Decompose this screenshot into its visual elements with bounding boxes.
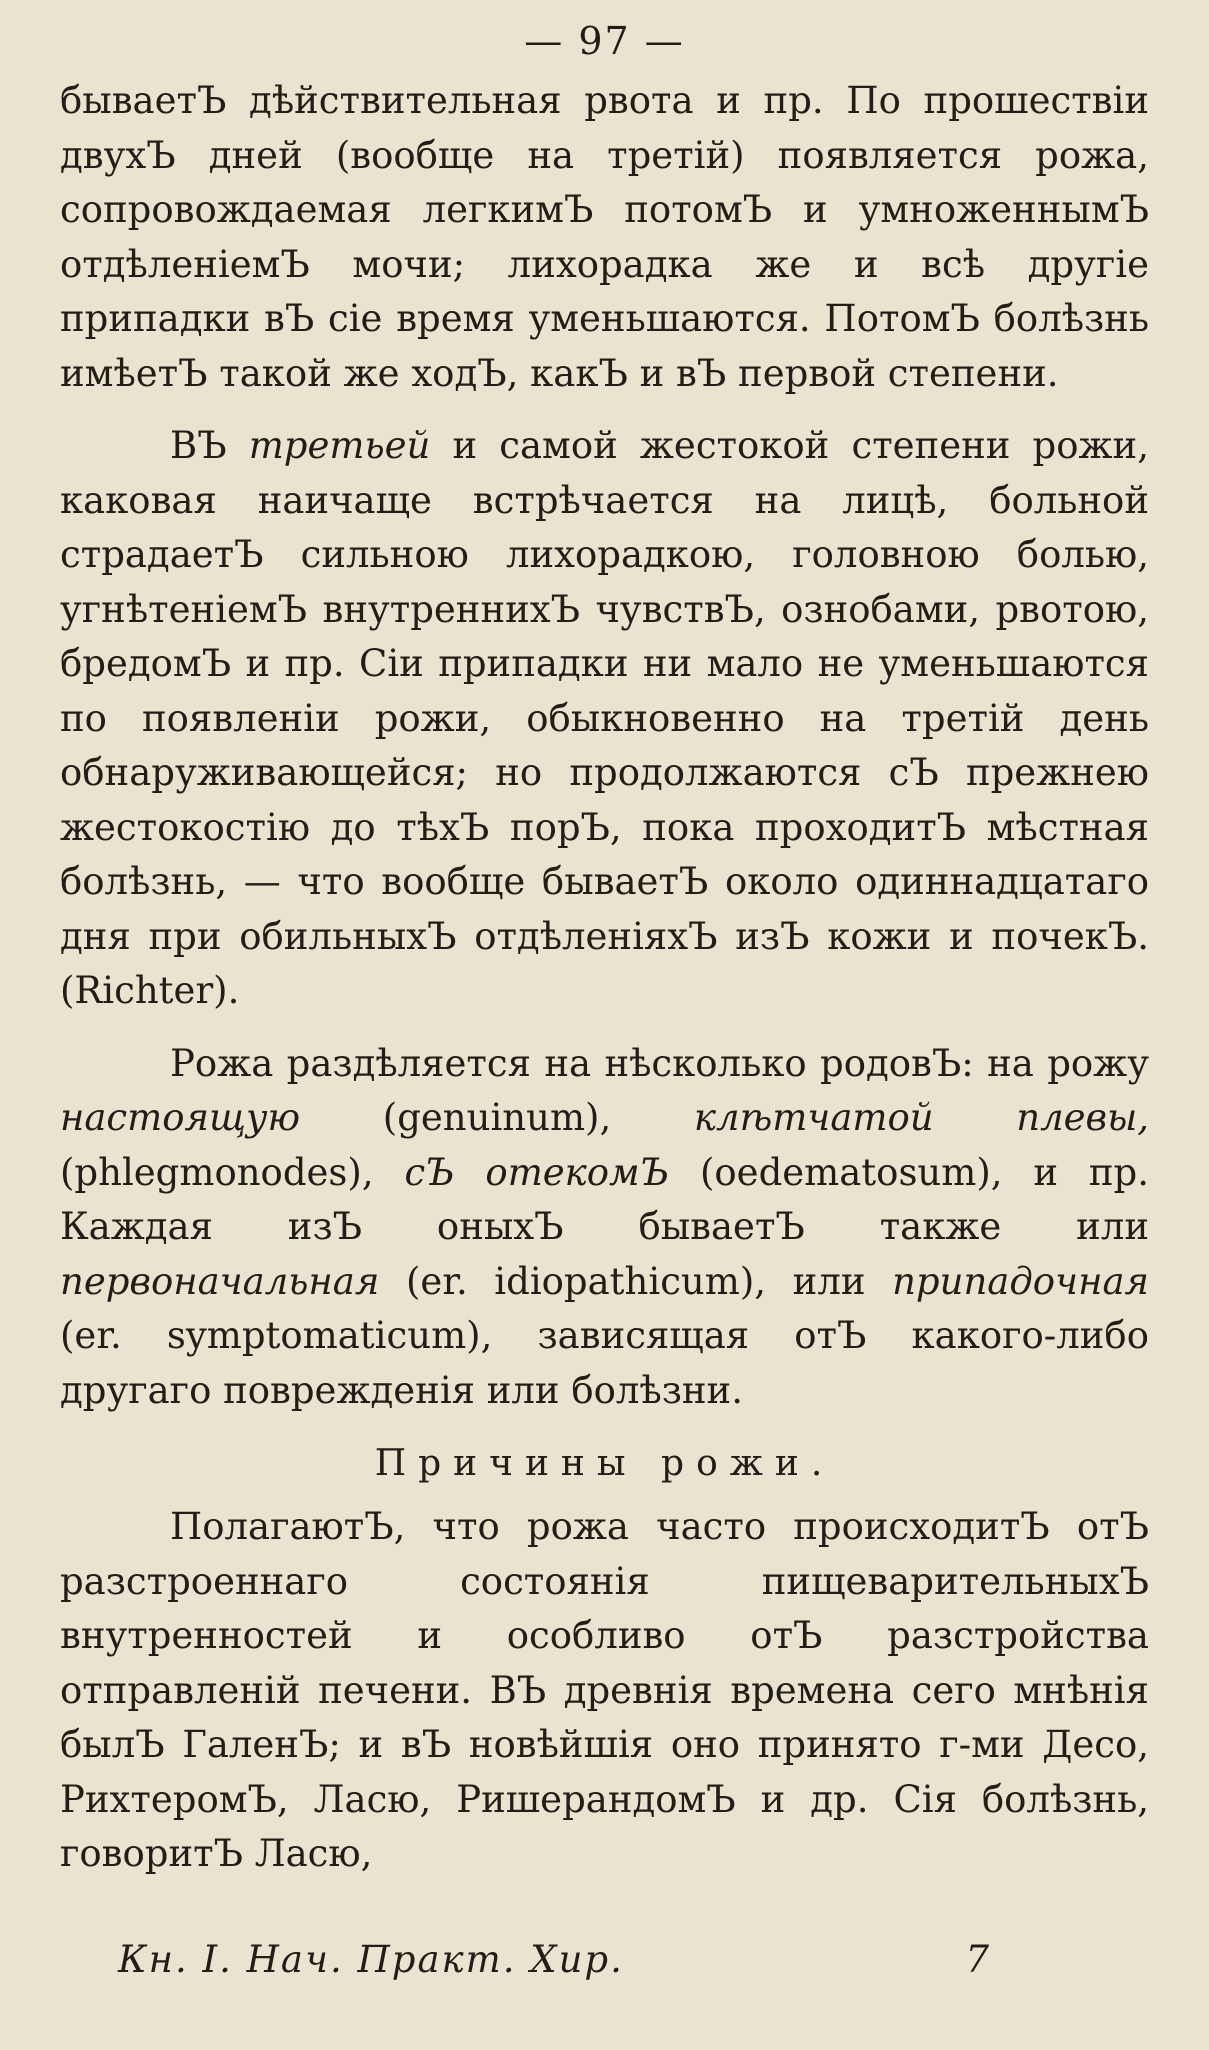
italic-term: настоящую (60, 1096, 301, 1139)
text-run: (oedematosum), и пр. Каждая изЪ оныхЪ бываетЪ также или (60, 1150, 1150, 1248)
page-number: — 97 — (524, 19, 685, 63)
section-heading: Причины рожи. (374, 1443, 835, 1484)
paragraph-p3 (60, 1037, 1149, 1419)
paragraph-p2 (60, 419, 1149, 1019)
italic-term: третьей (248, 424, 431, 467)
body-text (60, 74, 1149, 1882)
text-run: (genuinum), (300, 1096, 694, 1139)
italic-term: первоначальная (60, 1259, 380, 1303)
italic-term: сЪ отекомЪ (404, 1150, 670, 1194)
text-run: бываетЪ дѣйствительная рвота и пр. По прошествіи двухЪ дней (вообще на третій) появляется рожа, сопровождаемая легкимЪ потомЪ и умноженнымЪ отдѣленіемЪ мочи; лихорадка же и всѣ другіе припадки вЪ сіе время уменьшаются. ПотомЪ болѣзнь имѣетЪ такой же ходЪ, какЪ и вЪ первой степени. (60, 79, 1149, 395)
paragraph-p1 (60, 74, 1149, 401)
printer-signature: Кн. I. Нач. Практ. Хир. (118, 1938, 624, 1981)
paragraph-p4 (60, 1500, 1149, 1882)
italic-term: клѣтчатой плевы, (693, 1096, 1149, 1139)
signature-number: 7 (965, 1938, 989, 1981)
text-run: (er. symptomaticum), зависящая отЪ какого-либо другаго поврежденія или болѣзни. (60, 1314, 1149, 1412)
text-run: ПолагаютЪ, что рожа часто происходитЪ отЪ разстроеннаго состоянія пищеварительныхЪ внутренностей и особливо отЪ разстройства отправленій печени. ВЪ древнія времена сего мнѣнія былЪ ГаленЪ; и вЪ новѣйшія оно принято г-ми Десо, РихтеромЪ, Ласю, РишерандомЪ и др. Сія болѣзнь, говоритЪ Ласю, (60, 1505, 1149, 1875)
text-run: ВЪ (170, 424, 249, 467)
page-footer (60, 1930, 1149, 1990)
text-run: и самой жестокой степени рожи, каковая наичаще встрѣчается на лицѣ, больной страдаетЪ сильною лихорадкою, головною болью, угнѣтеніемЪ внутреннихЪ чувствЪ, ознобами, рвотою, бредомЪ и пр. Сіи припадки ни мало не уменьшаются по появленіи рожи, обыкновенно на третій день обнаруживающейся; но продолжаются сЪ прежнею жестокостію до тѣхЪ порЪ, пока проходитЪ мѣстная болѣзнь, — что вообще бываетЪ около одиннадцатаго дня при обильныхЪ отдѣленіяхЪ изЪ кожи и почекЪ. (Richter). (60, 424, 1149, 1012)
text-run: (phlegmonodes), (60, 1150, 405, 1194)
italic-term: припадочная (892, 1259, 1149, 1303)
text-run: (er. idiopathicum), или (379, 1259, 893, 1303)
text-run: Рожа раздѣляется на нѣсколько родовЪ: на рожу (170, 1041, 1149, 1085)
